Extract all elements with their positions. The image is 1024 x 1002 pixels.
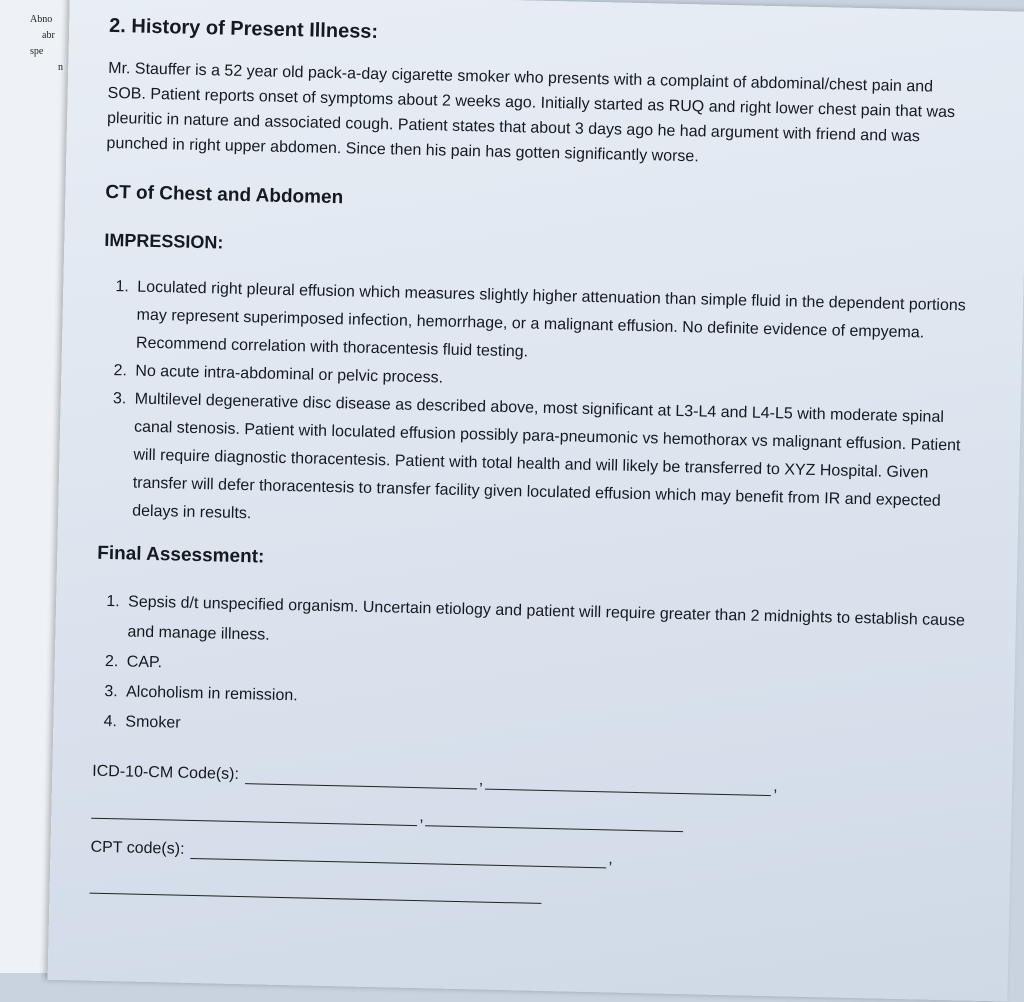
impression-item: 2. No acute intra-abdominal or pelvic process.: [131, 357, 981, 404]
hpi-text: Mr. Stauffer is a 52 year old pack-a-day cigarette smoker who presents with a complaint of abdominal/chest pain and SOB. Patient reports onset of symptoms about 2 weeks ago. Initially started as RUQ and right lower chest pain that was pleuritic in nature and associated cough. Patient states that about 3 days ago he had argument with friend and was punched in right upper abdomen. Since then his pain has gotten significantly worse.: [106, 59, 956, 166]
cpt-code-row-2: [90, 877, 970, 914]
impression-label: IMPRESSION:: [104, 229, 224, 253]
cpt-code-label: CPT code(s):: [90, 838, 185, 858]
assessment-item: 1. Sepsis d/t unspecified organism. Uncertain etiology and patient will require greater than 2 midnights to establish cause and manage illness.: [123, 587, 976, 666]
cpt-code-blank-2[interactable]: [90, 877, 542, 904]
assessment-item: 2. CAP.: [122, 647, 974, 696]
separator: ,: [608, 850, 614, 868]
icd-code-blank-2[interactable]: [485, 773, 771, 796]
margin-fragment: n: [58, 62, 63, 73]
margin-fragment: abr: [42, 30, 55, 41]
cpt-code-row: [90, 839, 970, 877]
margin-fragment: Abno: [30, 14, 53, 25]
assessment-item: 4. Smoker: [121, 707, 973, 756]
impression-item: 1. Loculated right pleural effusion which measures slightly higher attenuation than simple fluid in the dependent portions may represent superimposed infection, hemorrhage, or a malignant effusion. No definite evidence of empyema. Recommend correlation with thoracentesis fluid testing.: [132, 274, 984, 377]
icd-code-blank-1[interactable]: [245, 767, 477, 789]
hpi-heading: 2. History of Present Illness:: [108, 14, 379, 43]
impression-list: [98, 273, 983, 545]
separator: ,: [419, 808, 424, 826]
icd-code-blank-3[interactable]: [91, 802, 417, 826]
assessment-item: 3. Alcoholism in remission.: [122, 677, 974, 726]
separator: ,: [478, 771, 484, 789]
document-page: [48, 0, 1024, 1002]
separator: ,: [773, 778, 778, 796]
margin-fragment: spe: [30, 46, 44, 57]
cpt-code-blank-1[interactable]: [190, 842, 606, 868]
icd-code-blank-4[interactable]: [426, 809, 684, 832]
final-assessment-list: [93, 587, 976, 757]
impression-item: 3. Multilevel degenerative disc disease as described above, most significant at L3-L4 and L4-L5 with moderate spinal canal stenosis. Patient with loculated effusion possibly para-pneumonic vs hemothorax vs malignant effusion. Patient will require diagnostic thoracentesis. Patient with total health and will likely be transferred to XYZ Hospital. Given transfer will defer thoracentesis to transfer facility given loculated effusion which may benefit from IR and expected delays in results.: [128, 385, 981, 544]
final-assessment-heading: Final Assessment:: [96, 542, 265, 568]
ct-heading: CT of Chest and Abdomen: [105, 181, 344, 209]
icd-code-label: ICD-10-CM Code(s):: [92, 762, 240, 784]
icd-code-row-2: [91, 801, 971, 839]
icd-code-row: [92, 763, 972, 801]
